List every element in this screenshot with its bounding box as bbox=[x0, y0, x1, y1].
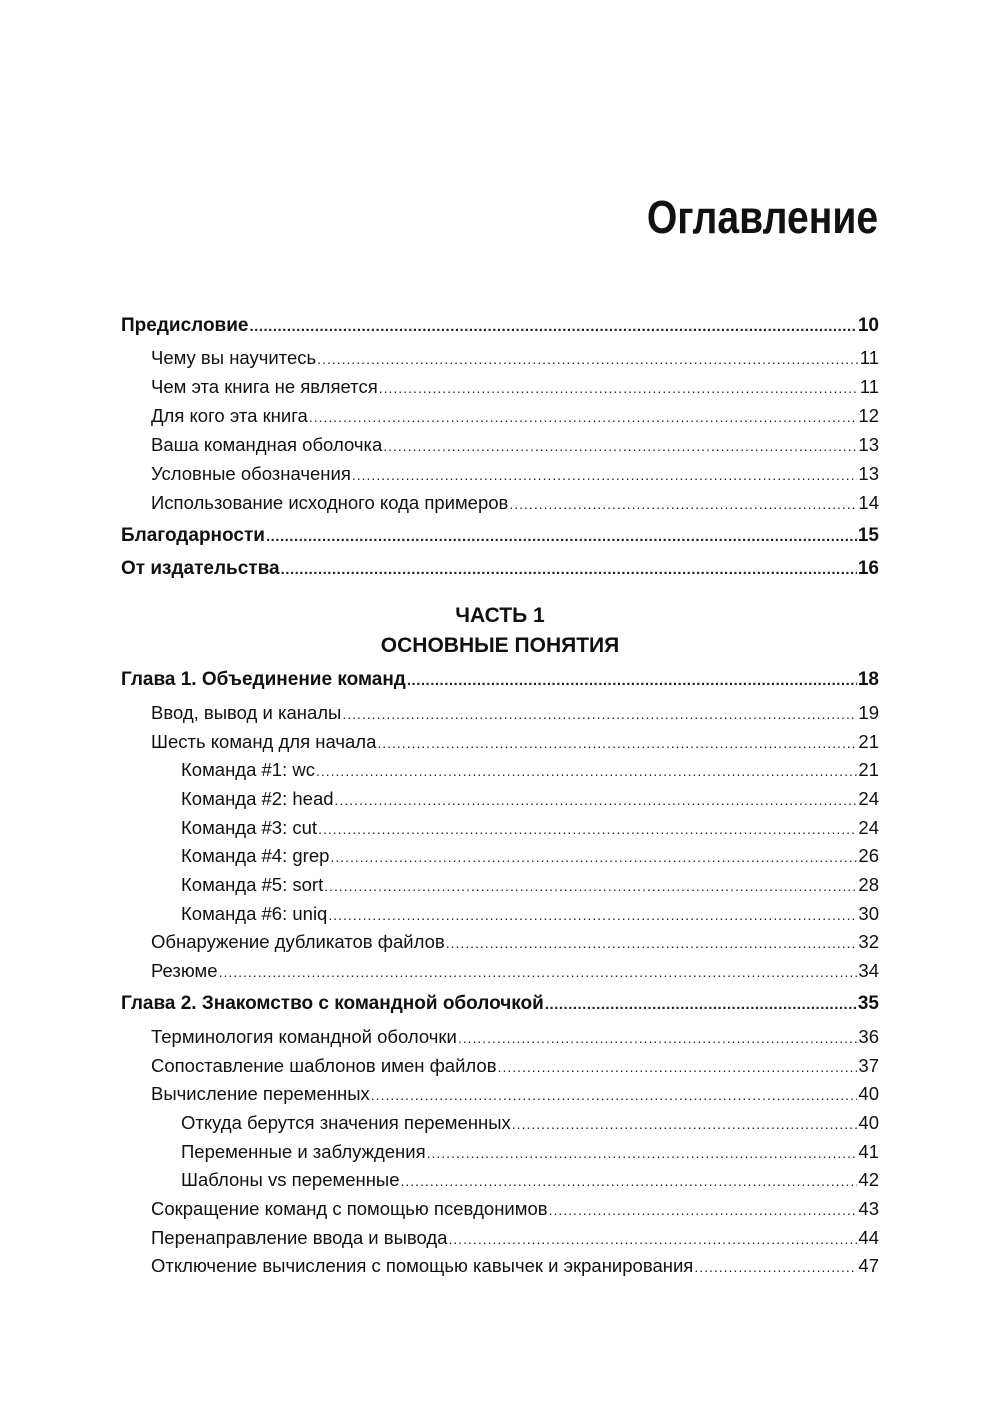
toc-entry-title: Сопоставление шаблонов имен файлов bbox=[151, 1055, 497, 1076]
toc-entry[interactable] bbox=[121, 376, 879, 398]
toc-entry-page: 11 bbox=[859, 347, 879, 368]
toc-entry[interactable] bbox=[121, 347, 879, 369]
page-title: Оглавление bbox=[646, 191, 878, 243]
toc-entry-page: 13 bbox=[858, 434, 879, 455]
toc-entry[interactable] bbox=[121, 1169, 879, 1191]
toc-entry[interactable] bbox=[121, 405, 879, 427]
toc-entry-title: Благодарности bbox=[121, 525, 265, 546]
toc-entry[interactable] bbox=[121, 1112, 879, 1134]
toc-entry-title: Перенаправление ввода и вывода bbox=[151, 1227, 448, 1248]
toc-entry[interactable] bbox=[121, 759, 879, 781]
leader-dots bbox=[383, 438, 857, 454]
leader-dots bbox=[549, 1202, 858, 1218]
toc-entry-page: 40 bbox=[858, 1112, 879, 1133]
toc-entry-title: Шаблоны vs переменные bbox=[181, 1169, 400, 1190]
toc-entry-page: 30 bbox=[858, 903, 879, 924]
leader-dots bbox=[448, 1231, 857, 1247]
leader-dots bbox=[379, 380, 859, 396]
leader-dots bbox=[328, 907, 857, 923]
toc-entry[interactable] bbox=[121, 931, 879, 953]
part-name: ОСНОВНЫЕ ПОНЯТИЯ bbox=[380, 634, 620, 657]
leader-dots bbox=[694, 1259, 857, 1275]
toc-entry-page: 32 bbox=[858, 931, 879, 952]
part-label: ЧАСТЬ 1 bbox=[455, 604, 545, 627]
toc-entry-title: От издательства bbox=[121, 558, 280, 579]
toc-entry-page: 43 bbox=[858, 1198, 879, 1219]
toc-entry-title: Глава 2. Знакомство с командной оболочкой bbox=[121, 993, 544, 1014]
leader-dots bbox=[446, 935, 858, 951]
toc-entry-preface[interactable] bbox=[121, 315, 879, 337]
toc-entry[interactable] bbox=[121, 1055, 879, 1077]
toc-chapter-2[interactable] bbox=[121, 993, 879, 1015]
toc-entry-page: 24 bbox=[858, 817, 879, 838]
toc-entry[interactable] bbox=[121, 845, 879, 867]
leader-dots bbox=[266, 528, 857, 545]
toc-entry-title: Вычисление переменных bbox=[151, 1083, 370, 1104]
toc-entry-from-publisher[interactable] bbox=[121, 558, 879, 580]
toc-entry-page: 15 bbox=[857, 525, 879, 546]
toc-entry-title: Команда #6: uniq bbox=[181, 903, 328, 924]
toc-entry[interactable] bbox=[121, 1198, 879, 1220]
toc-entry-page: 26 bbox=[858, 845, 879, 866]
toc-entry-page: 28 bbox=[858, 874, 879, 895]
toc-entry-title: Обнаружение дубликатов файлов bbox=[151, 931, 445, 952]
toc-entry-title: Чем эта книга не является bbox=[151, 376, 378, 397]
leader-dots bbox=[545, 996, 857, 1013]
leader-dots bbox=[318, 821, 857, 837]
toc-entry-title: Команда #3: cut bbox=[181, 817, 318, 838]
toc-entry-page: 40 bbox=[858, 1083, 879, 1104]
toc-entry[interactable] bbox=[121, 874, 879, 896]
leader-dots bbox=[458, 1030, 858, 1046]
leader-dots bbox=[324, 878, 857, 894]
toc-entry[interactable] bbox=[121, 702, 879, 724]
leader-dots bbox=[316, 763, 857, 779]
toc-entry-page: 42 bbox=[858, 1169, 879, 1190]
leader-dots bbox=[309, 409, 858, 425]
toc-entry-title: Команда #2: head bbox=[181, 788, 334, 809]
toc-entry-title: Команда #1: wc bbox=[181, 759, 315, 780]
leader-dots bbox=[407, 672, 857, 689]
toc-entry-title: Чему вы научитесь bbox=[151, 347, 317, 368]
toc-entry-title: Резюме bbox=[151, 960, 218, 981]
leader-dots bbox=[219, 964, 858, 980]
toc-entry-acknowledgements[interactable] bbox=[121, 525, 879, 547]
toc-entry[interactable] bbox=[121, 1083, 879, 1105]
leader-dots bbox=[317, 351, 859, 367]
leader-dots bbox=[250, 318, 857, 335]
toc-entry[interactable] bbox=[121, 492, 879, 514]
toc-entry-page: 12 bbox=[858, 405, 879, 426]
toc-entry-title: Команда #5: sort bbox=[181, 874, 324, 895]
toc-entry-title: Отключение вычисления с помощью кавычек и экранирования bbox=[151, 1255, 694, 1276]
toc-entry-title: Ваша командная оболочка bbox=[151, 434, 383, 455]
toc-entry-page: 47 bbox=[858, 1255, 879, 1276]
leader-dots bbox=[335, 792, 858, 808]
leader-dots bbox=[512, 1116, 858, 1132]
toc-entry-title: Переменные и заблуждения bbox=[181, 1141, 426, 1162]
leader-dots bbox=[342, 706, 857, 722]
toc-entry-page: 37 bbox=[858, 1055, 879, 1076]
toc-entry-title: Предисловие bbox=[121, 315, 249, 336]
toc-entry[interactable] bbox=[121, 731, 879, 753]
leader-dots bbox=[371, 1087, 858, 1103]
leader-dots bbox=[401, 1173, 858, 1189]
toc-entry-page: 21 bbox=[858, 731, 879, 752]
leader-dots bbox=[330, 849, 857, 865]
toc-entry-title: Использование исходного кода примеров bbox=[151, 492, 509, 513]
toc-entry-page: 14 bbox=[858, 492, 879, 513]
leader-dots bbox=[377, 735, 857, 751]
toc-entry-title: Терминология командной оболочки bbox=[151, 1026, 457, 1047]
toc-entry[interactable] bbox=[121, 1026, 879, 1048]
toc-entry-page: 35 bbox=[857, 993, 879, 1014]
toc-entry-page: 19 bbox=[858, 702, 879, 723]
toc-entry-title: Сокращение команд с помощью псевдонимов bbox=[151, 1198, 548, 1219]
toc-entry-page: 44 bbox=[858, 1227, 879, 1248]
toc-entry-page: 13 bbox=[858, 463, 879, 484]
toc-chapter-1[interactable] bbox=[121, 669, 879, 691]
toc-entry-page: 18 bbox=[857, 669, 879, 690]
leader-dots bbox=[498, 1059, 858, 1075]
toc-entry[interactable] bbox=[121, 1141, 879, 1163]
toc-entry-page: 34 bbox=[858, 960, 879, 981]
toc-entry-page: 10 bbox=[857, 315, 879, 336]
toc-entry[interactable] bbox=[121, 434, 879, 456]
toc-entry-title: Команда #4: grep bbox=[181, 845, 330, 866]
toc-entry-page: 11 bbox=[859, 376, 879, 397]
toc-entry-title: Для кого эта книга bbox=[151, 405, 308, 426]
toc-entry-title: Шесть команд для начала bbox=[151, 731, 377, 752]
toc-entry-title: Ввод, вывод и каналы bbox=[151, 702, 342, 723]
leader-dots bbox=[509, 496, 857, 512]
toc-entry-page: 36 bbox=[858, 1026, 879, 1047]
toc-entry[interactable] bbox=[121, 463, 879, 485]
toc-entry[interactable] bbox=[121, 903, 879, 925]
toc-entry-page: 41 bbox=[858, 1141, 879, 1162]
toc-entry-page: 21 bbox=[858, 759, 879, 780]
toc-entry[interactable] bbox=[121, 817, 879, 839]
toc-entry[interactable] bbox=[121, 788, 879, 810]
toc-entry[interactable] bbox=[121, 960, 879, 982]
toc-entry-page: 16 bbox=[857, 558, 879, 579]
leader-dots bbox=[427, 1145, 858, 1161]
toc-entry[interactable] bbox=[121, 1255, 879, 1277]
leader-dots bbox=[281, 561, 857, 578]
toc-entry-title: Откуда берутся значения переменных bbox=[181, 1112, 511, 1133]
toc-entry-title: Глава 1. Объединение команд bbox=[121, 669, 406, 690]
leader-dots bbox=[352, 467, 858, 483]
toc-entry-title: Условные обозначения bbox=[151, 463, 351, 484]
toc-entry-page: 24 bbox=[858, 788, 879, 809]
toc-entry[interactable] bbox=[121, 1227, 879, 1249]
